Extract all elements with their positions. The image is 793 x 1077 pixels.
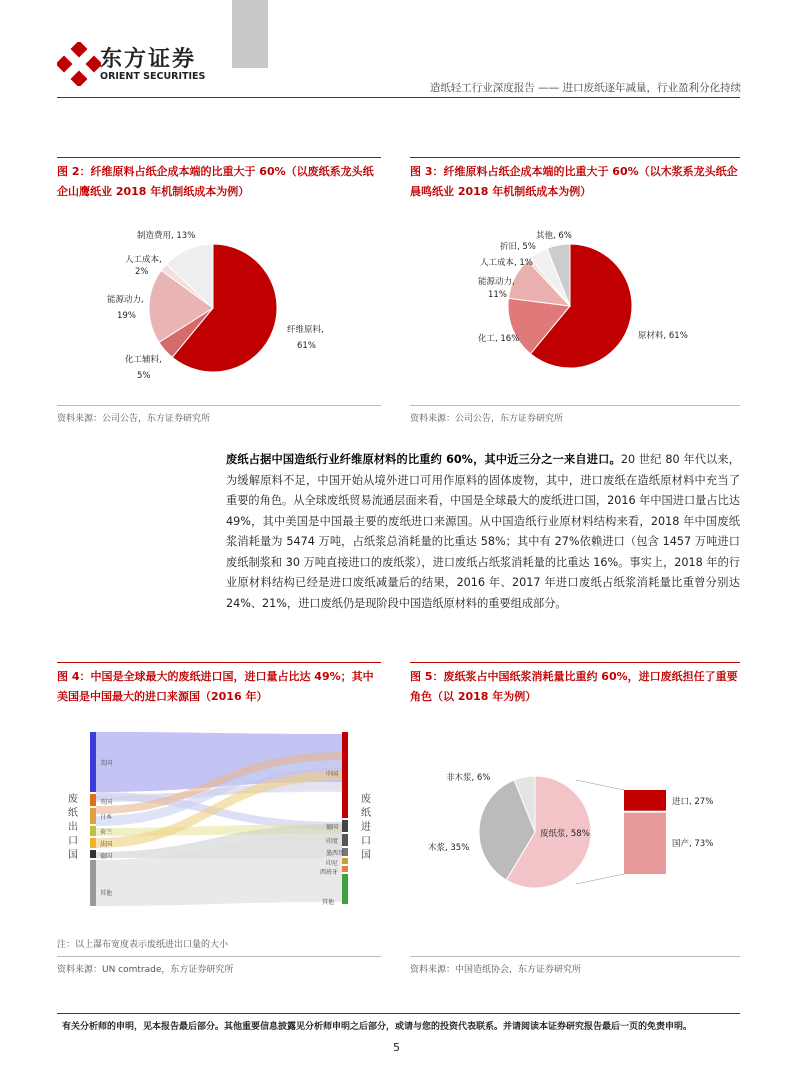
fig2-source: 资料来源：公司公告，东方证券研究所 [57, 414, 211, 424]
fig3-source: 资料来源：公司公告，东方证券研究所 [410, 414, 564, 424]
body-paragraph [226, 450, 740, 614]
fig2-label-rengong: 人工成本, [125, 255, 162, 265]
fig3-label-nengyuan-val: 11% [488, 290, 507, 300]
fig4-right-label-cn: 中国 [326, 771, 339, 778]
node-left-fr [90, 838, 96, 848]
fig2-label-nengyuan-val: 19% [117, 311, 136, 321]
fig2-title: 图 2：纤维原料占纸企成本端的比重大于 60%（以废纸系龙头纸企山鹰纸业 2018 年机制纸成本为例） [57, 165, 374, 198]
fig4-right-label-other: 其他 [322, 899, 335, 906]
fig2-label-rengong-val: 2% [135, 267, 149, 277]
fig2-label-nengyuan: 能源动力, [107, 295, 144, 305]
fig4-left-label-fr: 法国 [100, 841, 113, 848]
fig4-title: 图 4：中国是全球最大的废纸进口国，进口量占比达 49%；其中美国是中国最大的进口来源国（2016 年） [57, 670, 374, 703]
fig4-left-label-jp: 日本 [100, 814, 113, 821]
fig4-source: 资料来源：UN comtrade，东方证券研究所 [57, 965, 234, 975]
fig5-source-rule [410, 956, 740, 957]
fig5-bar-seg-0 [624, 790, 666, 811]
fig5-top-rule [410, 662, 740, 663]
fig2-top-rule [57, 157, 381, 158]
fig3-label-yuancailiao: 原材料, 61% [638, 331, 688, 341]
fig2-label-zhizao: 制造费用, 13% [137, 231, 196, 241]
fig5-label-feizhijiang: 废纸浆, 58% [540, 829, 590, 839]
fig3-top-rule [410, 157, 740, 158]
fig5-label-feimujiang: 非木浆, 6% [446, 773, 491, 783]
fig4-right-label-id: 印尼 [326, 860, 339, 867]
fig5-connector-top [576, 780, 624, 790]
orient-logo-icon [57, 42, 101, 86]
fig4-left-axis-label: 废纸出口国 [68, 794, 78, 861]
fig5-bar-seg-1 [624, 813, 666, 874]
fig2-label-huagong: 化工辅料, [125, 355, 162, 365]
page-number: 5 [393, 1041, 400, 1054]
fig3-pie-chart [410, 220, 740, 400]
fig4-left-label-uk: 英国 [100, 799, 113, 806]
fig4-sankey-chart [88, 730, 350, 908]
fig5-label-mujiang: 木浆, 35% [428, 843, 470, 853]
fig4-right-axis-label: 废纸进口国 [361, 794, 371, 861]
node-right-es [342, 866, 348, 872]
fig5-label-guochan: 国产, 73% [672, 839, 714, 849]
fig3-label-qita: 其他, 6% [536, 231, 572, 241]
fig3-label-nengyuan: 能源动力, [478, 277, 515, 287]
fig5-connector-bottom [576, 874, 624, 884]
footer-disclaimer: 有关分析师的申明，见本报告最后部分。其他重要信息披露见分析师申明之后部分，或请与您的投资代表联系。并请阅读本证券研究报告最后一页的免责申明。 [62, 1022, 693, 1032]
fig4-source-rule [57, 956, 381, 957]
fig4-right-label-mx: 墨西哥 [326, 850, 345, 857]
node-right-other [342, 874, 348, 904]
fig5-label-jinkou: 进口, 27% [672, 797, 714, 807]
node-left-other [90, 860, 96, 906]
node-right-de [342, 820, 348, 832]
node-left-de [90, 850, 96, 858]
fig2-pie-chart [57, 220, 381, 400]
header-grey-tab [232, 0, 268, 68]
company-name-cn: 东方证券 [100, 47, 197, 72]
fig4-right-label-es: 西班牙 [320, 869, 339, 876]
fig3-label-zhejiu: 折旧, 5% [500, 242, 536, 252]
company-name-en: ORIENT SECURITIES [100, 71, 206, 82]
fig2-source-rule [57, 405, 381, 406]
report-title: 造纸轻工行业深度报告 —— 进口废纸逐年减量，行业盈利分化持续 [429, 82, 741, 94]
paragraph-text: 20 世纪 80 年代以来，为缓解原料不足，中国开始从境外进口可用作原料的固体废物，其中，进口废纸在造纸原材料中充当了重要的角色。从全球废纸贸易流通层面来看，中国是全球最大的废纸进口国，2016 年中国进口量占比达 49%，其中美国是中国最主要的废纸进口来源国。从中国造纸行业原材料结构来看，2018 年中国废纸浆消耗量为 5474 万吨，占纸浆总消耗量的比重达 58%；其中有 27%依赖进口（包含 1457 万吨进口废纸制浆和 30 万吨直接进口的废纸浆），进口废纸占纸浆消耗量的比重达 16%。事实上，2018 年的行业原材料结构已经是进口废纸减量后的结果，2016 年、2017 年进口废纸占纸浆消耗量比重曾分别达 24%、21%，进口废纸仍是现阶段中国造纸原材料的重要组成部分。 [226, 453, 740, 610]
node-left-us [90, 732, 96, 792]
fig4-right-label-de: 德国 [326, 824, 339, 831]
fig4-left-label-de: 德国 [100, 853, 113, 860]
node-left-nl [90, 826, 96, 836]
fig3-label-huagong: 化工, 16% [478, 334, 520, 344]
fig5-source: 资料来源：中国造纸协会，东方证券研究所 [410, 965, 582, 975]
fig3-source-rule [410, 405, 740, 406]
fig4-left-label-other: 其他 [100, 890, 113, 897]
fig2-label-xianwei: 纤维原料, [287, 325, 324, 335]
node-left-jp [90, 808, 96, 824]
paragraph-lead: 废纸占据中国造纸行业纤维原材料的比重约 60%，其中近三分之一来自进口。 [226, 453, 621, 466]
fig5-pie-chart [410, 760, 740, 900]
header-divider [57, 97, 740, 98]
node-right-cn [342, 732, 348, 818]
fig4-top-rule [57, 662, 381, 663]
fig2-label-huagong-val: 5% [137, 371, 151, 381]
fig4-note: 注：以上瀑布宽度表示废纸进出口量的大小 [57, 940, 229, 950]
fig4-left-label-us: 美国 [100, 760, 113, 767]
node-left-uk [90, 794, 96, 806]
fig3-label-rengong: 人工成本, 1% [480, 258, 533, 268]
fig2-label-xianwei-val: 61% [297, 341, 316, 351]
fig5-title: 图 5：废纸浆占中国纸浆消耗量比重约 60%，进口废纸担任了重要角色（以 2018 年为例） [410, 670, 738, 703]
fig3-title: 图 3：纤维原料占纸企成本端的比重大于 60%（以木浆系龙头纸企晨鸣纸业 2018 年机制纸成本为例） [410, 165, 738, 198]
node-right-in [342, 834, 348, 846]
footer-divider [57, 1013, 740, 1014]
node-right-id [342, 858, 348, 864]
fig4-right-label-in: 印度 [326, 838, 339, 845]
fig4-left-label-nl: 荷兰 [100, 829, 113, 836]
